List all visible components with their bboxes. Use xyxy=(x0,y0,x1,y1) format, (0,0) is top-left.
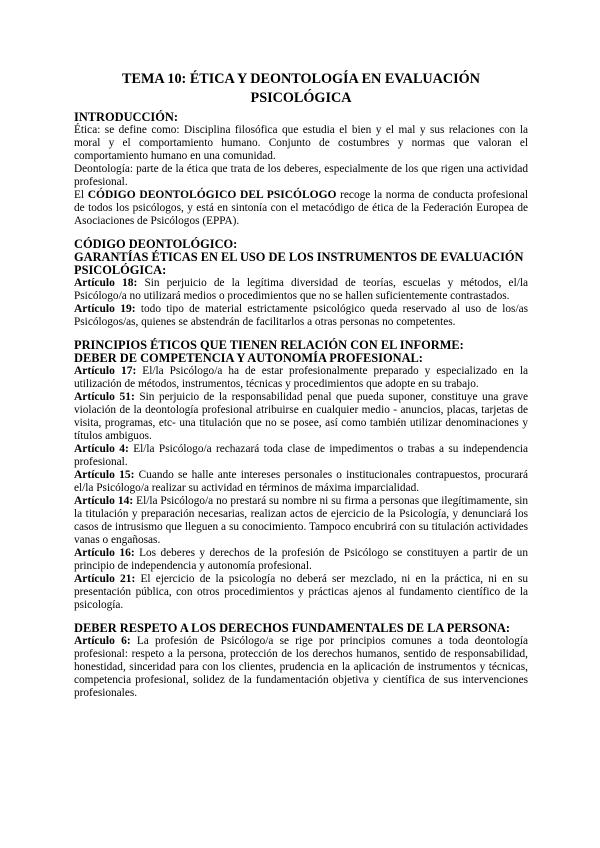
articulo-14-label: Artículo 14: xyxy=(74,495,134,507)
codigo-pre: El xyxy=(74,189,88,201)
articulo-4-text: El/la Psicólogo/a rechazará toda clase de impedimentos o trabas a su independencia profesional. xyxy=(74,443,529,468)
articulo-16 xyxy=(74,547,528,573)
articulo-19-text: todo tipo de material estrictamente psicológico queda reservado al uso de los/as Psicólogos/as, quienes se abstendrán de facilitarlos a otras personas no competentes. xyxy=(74,303,528,328)
articulo-6-label: Artículo 6: xyxy=(74,635,131,647)
articulo-14 xyxy=(74,495,528,547)
codigo-bold: CÓDIGO DEONTOLÓGICO DEL PSICÓLOGO xyxy=(87,189,337,201)
articulo-51-text: Sin perjuicio de la responsabilidad penal que pueda suponer, constituye una grave violación de la deontología profesional atribuirse en cualquier medio - anuncios, placas, tarjetas de visita, programas, etc- una titulación que no se posee, así como también utilizar denominaciones y títulos ambiguos. xyxy=(74,391,528,442)
articulo-19-label: Artículo 19: xyxy=(74,303,136,315)
articulo-15-text: Cuando se halle ante intereses personales o institucionales contrapuestos, procurará el/la Psicólogo/a realizar su actividad en términos de máxima imparcialidad. xyxy=(74,469,528,494)
page-title: TEMA 10: ÉTICA Y DEONTOLOGÍA EN EVALUACIÓN PSICOLÓGICA xyxy=(122,71,480,106)
articulo-18-label: Artículo 18: xyxy=(74,277,138,289)
articulo-21-text: El ejercicio de la psicología no deberá ser mezclado, ni en la práctica, ni en su presentación pública, con otros procedimientos y prácticas ajenos al fundamento científico de la psicología. xyxy=(74,573,528,611)
intro-deontologia-paragraph: Deontología: parte de la ética que trata de los deberes, especialmente de los que rigen una actividad profesional. xyxy=(74,163,528,188)
articulo-21 xyxy=(74,573,528,612)
principios-heading: PRINCIPIOS ÉTICOS QUE TIENEN RELACIÓN CON EL INFORME: xyxy=(74,338,464,352)
articulo-16-text: Los deberes y derechos de la profesión de Psicólogo se constituyen a partir de un principio de independencia y autonomía profesional. xyxy=(74,547,528,572)
articulo-51-label: Artículo 51: xyxy=(74,391,135,403)
intro-heading: INTRODUCCIÓN: xyxy=(74,110,178,124)
articulo-16-label: Artículo 16: xyxy=(74,547,135,559)
articulo-14-text: El/la Psicólogo/a no prestará su nombre ni su firma a personas que ilegítimamente, sin la titulación y preparación necesarias, realizan actos de ejercicio de la Psicología, y denunciará los casos de intrusismo que lleguen a su conocimiento. Tampoco encubrirá con su titulación actividades vanas o engañosas. xyxy=(74,495,528,546)
articulo-6 xyxy=(74,635,528,700)
articulo-21-label: Artículo 21: xyxy=(74,573,136,585)
codigo-post: recoge la norma de conducta profesional de todos los psicólogos, y está en sintonía con el metacódigo de ética de la Federación Europea de Asociaciones de Psicólogos (EPPA). xyxy=(74,189,528,227)
articulo-18-text: Sin perjuicio de la legítima diversidad de teorías, escuelas y métodos, el/la Psicólogo/a no utilizará medios o procedimientos que no se hallen suficientemente contrastados. xyxy=(74,277,528,302)
articulo-17-text: El/la Psicólogo/a ha de estar profesionalmente preparado y especializado en la utilización de métodos, instrumentos, técnicas y procedimientos que adopte en su trabajo. xyxy=(74,365,528,390)
articulo-17-label: Artículo 17: xyxy=(74,365,137,377)
articulo-4-label: Artículo 4: xyxy=(74,443,129,455)
articulo-6-text: La profesión de Psicólogo/a se rige por principios comunes a toda deontología profesional: respeto a la persona, protección de los derechos humanos, sentido de responsabilidad, honestidad, sinceridad para con los clientes, prudencia en la aplicación de instrumentos y técnicas, competencia profesional, solidez de la fundamentación objetiva y científica de sus intervenciones profesionales. xyxy=(74,635,528,699)
articulo-18 xyxy=(74,277,528,303)
respeto-heading: DEBER RESPETO A LOS DERECHOS FUNDAMENTALES DE LA PERSONA: xyxy=(74,621,511,635)
intro-codigo-paragraph xyxy=(74,189,528,228)
codigo-heading: CÓDIGO DEONTOLÓGICO: xyxy=(74,237,238,251)
articulo-15-label: Artículo 15: xyxy=(74,469,135,481)
articulo-19 xyxy=(74,303,528,329)
articulo-15 xyxy=(74,469,528,495)
articulo-51 xyxy=(74,391,528,443)
garantias-heading: GARANTÍAS ÉTICAS EN EL USO DE LOS INSTRUMENTOS DE EVALUACIÓN PSICOLÓGICA: xyxy=(74,250,524,277)
intro-etica-paragraph: Ética: se define como: Disciplina filosófica que estudia el bien y el mal y sus relaciones con la moral y el comportamiento humano. Conjunto de costumbres y normas que valoran el comportamiento humano en una comunidad. xyxy=(74,124,528,162)
articulo-17 xyxy=(74,365,528,391)
articulo-4 xyxy=(74,443,528,469)
competencia-heading: DEBER DE COMPETENCIA Y AUTONOMÍA PROFESIONAL: xyxy=(74,351,423,365)
